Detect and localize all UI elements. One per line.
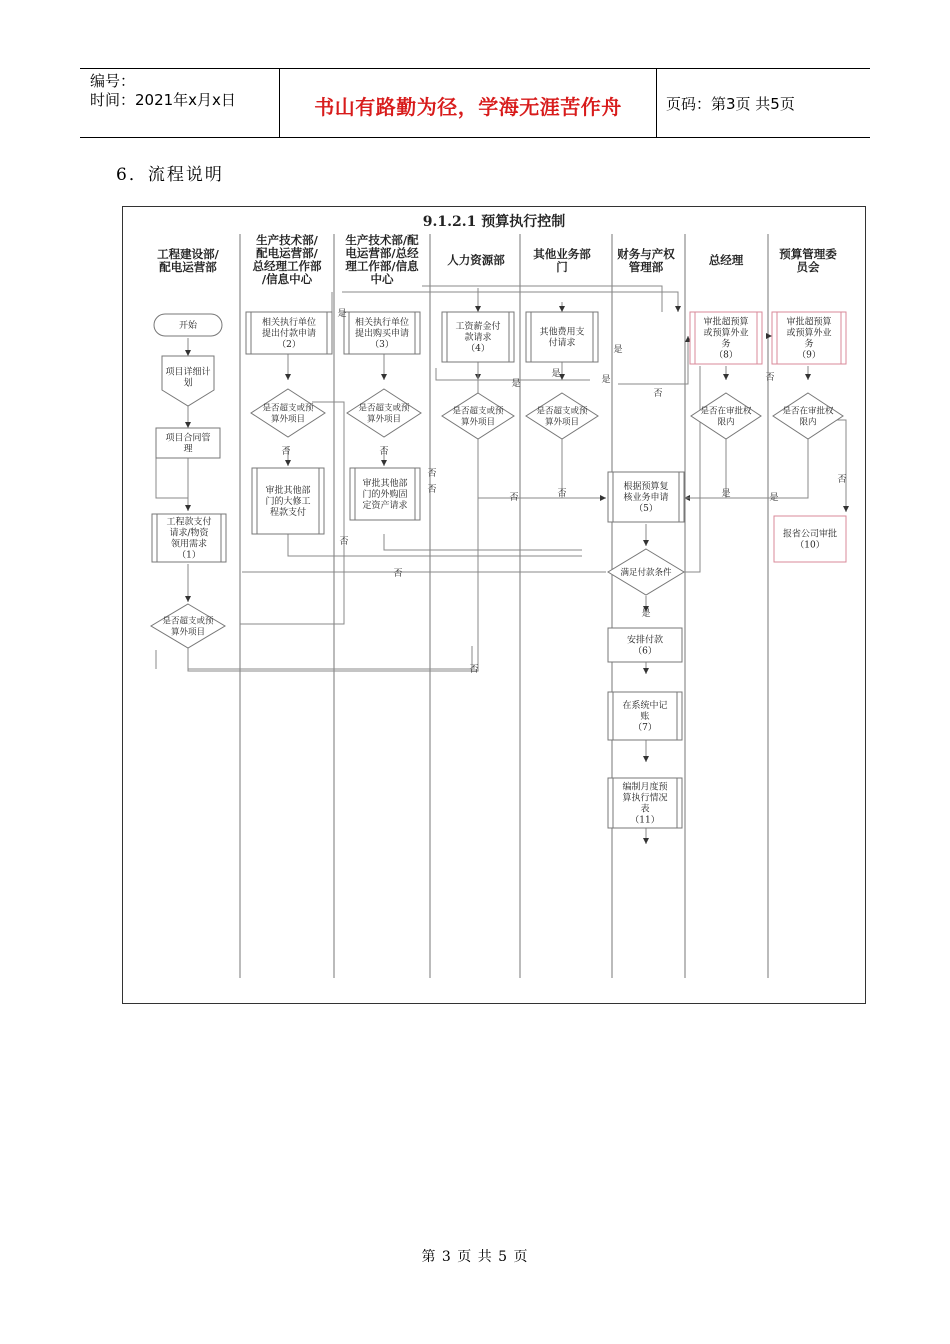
decision-5-line: 是否超支或预	[536, 406, 588, 417]
connector-label: 是	[601, 375, 611, 385]
connector-label: 否	[509, 493, 519, 503]
node-7-line: 账	[640, 712, 650, 723]
node-11-line: 算执行情况	[622, 793, 668, 804]
lane-header: 管理部	[628, 260, 664, 274]
flowchart	[122, 206, 866, 1004]
node-3-line: （3）	[370, 340, 394, 351]
node-3b-line: 定资产请求	[362, 501, 408, 512]
node-5-line: 核业务申请	[623, 493, 669, 504]
decision-3-line: 算外项目	[366, 414, 402, 425]
node-2b-line: 审批其他部	[265, 486, 311, 497]
connector-label: 是	[511, 379, 521, 389]
connector-label: 是	[337, 309, 347, 319]
node-8-line: 审批超预算	[703, 317, 749, 328]
node-1-line: 工程款支付	[166, 517, 212, 528]
node-10-line: 报省公司审批	[782, 529, 838, 540]
lane-header: 理工作部/信息	[345, 259, 419, 273]
node-3-line: 相关执行单位	[354, 318, 410, 329]
node-other-line: 付请求	[548, 338, 576, 349]
node-8-line: （8）	[714, 350, 738, 361]
decision-4-line: 算外项目	[460, 417, 496, 428]
document-header	[80, 68, 870, 138]
node-9-line: 审批超预算	[786, 317, 832, 328]
contract-node-line: 理	[183, 444, 193, 455]
contract-node-line: 项目合同管	[165, 433, 211, 444]
lane-header: 员会	[796, 260, 820, 274]
number-label: 编号：	[90, 72, 136, 90]
motto-text: 书山有路勤为径，学海无涯苦作舟	[314, 95, 622, 119]
connector-label: 否	[427, 469, 437, 479]
node-3b-line: 审批其他部	[362, 479, 408, 490]
page-info: 页码：第3页 共5页	[666, 95, 795, 113]
decision-1-line: 算外项目	[170, 627, 206, 638]
node-2-line: （2）	[277, 340, 301, 351]
connector-label: 否	[281, 447, 291, 457]
node-7-line: 在系统中记	[622, 701, 668, 712]
lane-header: /信息中心	[261, 272, 313, 286]
decision-pay-line: 满足付款条件	[620, 567, 672, 578]
node-11-line: 编制月度预	[622, 782, 668, 793]
decision-8-line: 是否在审批权	[700, 406, 752, 417]
section-title: 6．流程说明	[116, 165, 224, 185]
decision-8-line: 限内	[717, 417, 735, 428]
node-4-line: 款请求	[464, 333, 492, 344]
node-6-line: （6）	[633, 646, 657, 657]
lane-header: 配电运营部/	[256, 246, 318, 260]
node-1-line: 领用需求	[170, 539, 208, 550]
connector-label: 否	[765, 373, 775, 383]
lane-header: 工程建设部/	[157, 247, 219, 261]
node-other-line: 其他费用支	[539, 327, 585, 338]
flowchart-title: 9.1.2.1 预算执行控制	[422, 214, 566, 230]
connector-label: 否	[379, 447, 389, 457]
header-left-cell	[80, 69, 280, 137]
node-5-line: 根据预算复	[623, 482, 669, 493]
lane-header: 门	[556, 260, 568, 274]
connector-label: 否	[339, 537, 349, 547]
decision-2-line: 算外项目	[270, 414, 306, 425]
node-7-line: （7）	[633, 723, 657, 734]
decision-3-line: 是否超支或预	[358, 403, 410, 414]
node-3b-line: 门的外购固	[362, 490, 408, 501]
plan-node-line: 项目详细计	[165, 367, 211, 378]
node-2-line: 提出付款申请	[261, 329, 317, 340]
header-page-cell	[656, 69, 870, 137]
node-11-line: 表	[640, 804, 650, 815]
decision-9-line: 限内	[799, 417, 817, 428]
lane-header: 人力资源部	[447, 253, 505, 267]
node-5-line: （5）	[634, 504, 658, 515]
node-1-line: （1）	[177, 550, 201, 561]
page-footer: 第 3 页 共 5 页	[421, 1249, 529, 1265]
lane-header: 生产技术部/	[256, 233, 318, 247]
node-11-line: （11）	[630, 815, 660, 826]
decision-1-line: 是否超支或预	[162, 616, 214, 627]
lane-header: 生产技术部/配	[345, 233, 419, 247]
lane-header: 中心	[370, 272, 394, 286]
connector-label: 是	[769, 493, 779, 503]
connector-label: 否	[393, 569, 403, 579]
node-2b-line: 门的大修工	[265, 497, 311, 508]
lane-header: 预算管理委	[779, 247, 837, 261]
lane-header: 总经理	[708, 253, 744, 267]
lane-header: 配电运营部	[159, 260, 217, 274]
connector-label: 否	[557, 489, 567, 499]
node-9-line: 或预算外业	[786, 328, 832, 339]
connector-label: 否	[837, 475, 847, 485]
time-label: 时间：2021年x月x日	[90, 91, 236, 109]
decision-2-line: 是否超支或预	[262, 403, 314, 414]
decision-4-line: 是否超支或预	[452, 406, 504, 417]
node-2b-line: 程款支付	[269, 508, 307, 519]
start-label: 开始	[178, 321, 198, 331]
node-4-line: （4）	[466, 344, 490, 355]
lane-header: 其他业务部	[533, 247, 591, 261]
node-9-line: 务	[804, 339, 814, 350]
node-3-line: 提出购买申请	[354, 329, 410, 340]
decision-5-line: 算外项目	[544, 417, 580, 428]
connector-label: 是	[641, 609, 651, 619]
node-8-line: 或预算外业	[703, 328, 749, 339]
node-2-line: 相关执行单位	[261, 318, 317, 329]
connector-label: 是	[721, 489, 731, 499]
node-6-line: 安排付款	[626, 635, 664, 646]
connector-label: 否	[653, 389, 663, 399]
node-4-line: 工资薪金付	[455, 322, 501, 333]
plan-node-line: 划	[183, 378, 193, 389]
header-motto-cell	[280, 69, 657, 137]
connector-label: 是	[613, 345, 623, 355]
decision-9-line: 是否在审批权	[782, 406, 834, 417]
connector-label: 是	[551, 369, 561, 379]
connector-label: 否	[427, 485, 437, 495]
node-8-line: 务	[721, 339, 731, 350]
connector-label: 否	[469, 665, 479, 675]
lane-header: 财务与产权	[617, 247, 675, 261]
node-9-line: （9）	[797, 350, 821, 361]
lane-header: 电运营部/总经	[345, 246, 419, 260]
node-1-line: 请求/物资	[169, 528, 209, 539]
node-10-line: （10）	[795, 540, 825, 551]
lane-header: 总经理工作部	[252, 259, 322, 273]
